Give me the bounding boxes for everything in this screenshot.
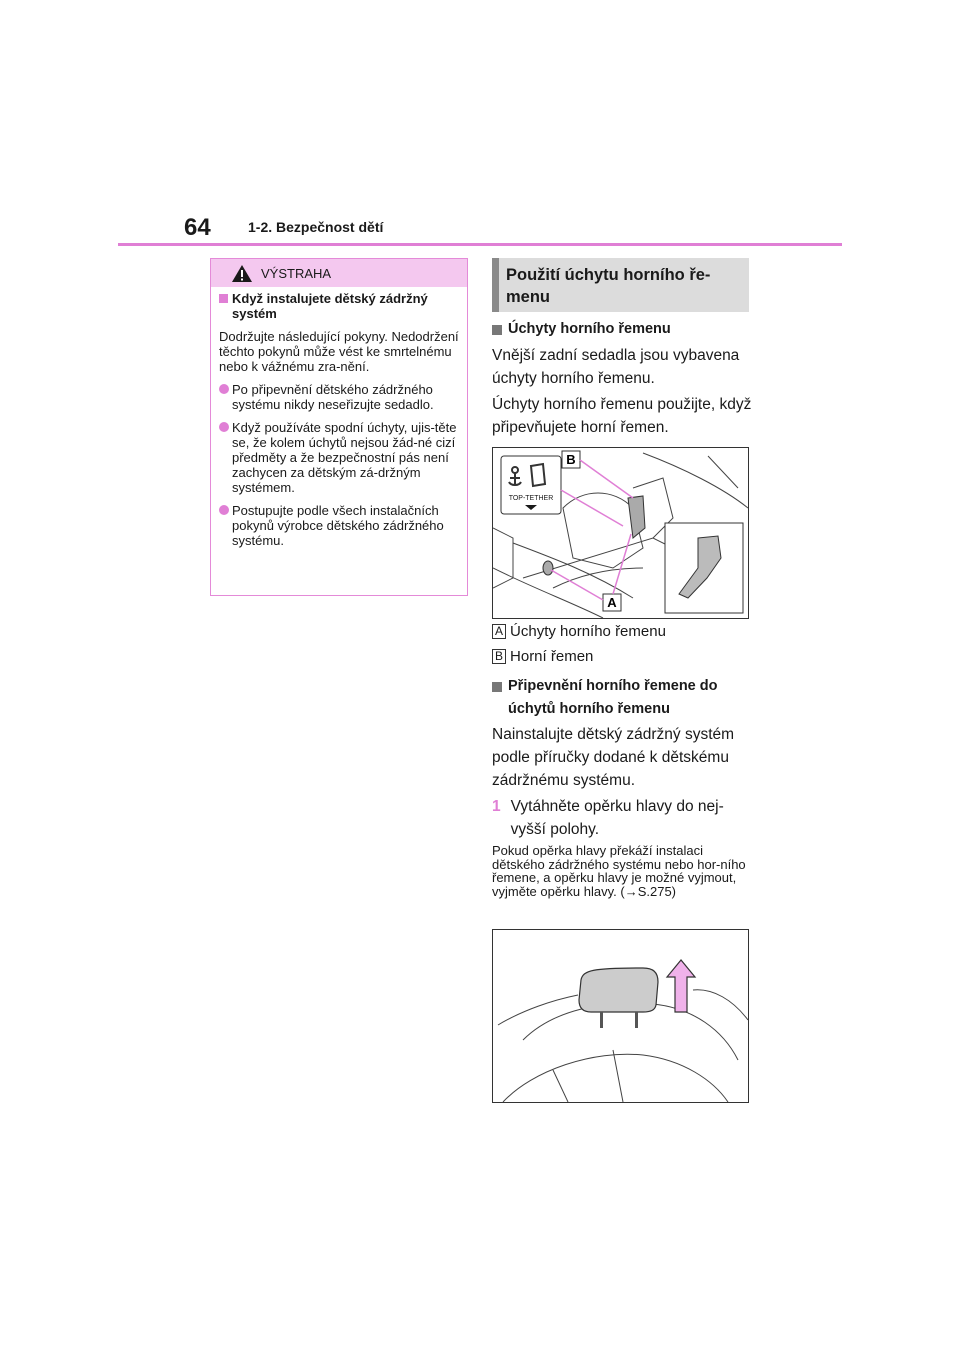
square-bullet-icon bbox=[219, 294, 228, 303]
subheading-anchors bbox=[492, 318, 754, 341]
subheading-text: Úchyty horního řemenu bbox=[508, 321, 671, 337]
headrest-illustration bbox=[493, 930, 748, 1102]
arrow-up-icon bbox=[667, 960, 695, 1012]
square-bullet-icon bbox=[492, 682, 502, 692]
legend-text: Úchyty horního řemenu bbox=[510, 623, 666, 640]
warning-bullet-text: Postupujte podle všech instalačních pokynů výrobce dětského zádržného systému. bbox=[232, 503, 444, 548]
warning-bullet bbox=[219, 420, 461, 495]
paragraph-install: Nainstalujte dětský zádržný systém podle příručky dodané k dětskému zádržnému systému. bbox=[492, 726, 735, 789]
legend-text: Horní řemen bbox=[510, 648, 594, 665]
anchor-figure bbox=[492, 447, 749, 619]
topic-heading: Použití úchytu horního ře-menu bbox=[506, 266, 711, 306]
paragraph-use: Úchyty horního řemenu použijte, když připevňujete horní řemen. bbox=[492, 396, 752, 436]
headrest bbox=[579, 968, 658, 1012]
warning-triangle-icon bbox=[231, 264, 253, 283]
warning-heading-text: Když instalujete dětský zádržný systém bbox=[232, 291, 428, 321]
header-rule bbox=[118, 243, 842, 246]
step-number: 1 bbox=[492, 798, 501, 815]
legend-key-a: A bbox=[492, 624, 506, 639]
page-number: 64 bbox=[184, 214, 211, 241]
seat-anchor-illustration bbox=[493, 448, 748, 618]
warning-bullet bbox=[219, 503, 461, 548]
warning-body bbox=[219, 291, 461, 548]
warning-bullet bbox=[219, 382, 461, 412]
warning-intro: Dodržujte následující pokyny. Nedodržení těchto pokynů může vést ke smrtelnému nebo k vážnému zra-nění. bbox=[219, 329, 459, 374]
warning-title: VÝSTRAHA bbox=[261, 266, 332, 281]
paragraph-equipped: Vnější zadní sedadla jsou vybavena úchyty horního řemenu. bbox=[492, 347, 740, 387]
headrest-figure bbox=[492, 929, 749, 1103]
callout-b: B bbox=[566, 452, 576, 467]
warning-bullet-text: Po připevnění dětského zádržného systému nikdy neseřizujte sedadlo. bbox=[232, 382, 434, 412]
square-bullet-icon bbox=[492, 325, 502, 335]
warning-heading bbox=[219, 291, 461, 321]
warning-header bbox=[211, 259, 467, 287]
section-title: 1-2. Bezpečnost dětí bbox=[248, 219, 384, 235]
legend-b bbox=[492, 646, 754, 668]
legend-key-b: B bbox=[492, 649, 506, 664]
round-bullet-icon bbox=[219, 384, 229, 394]
round-bullet-icon bbox=[219, 422, 229, 432]
warning-box bbox=[210, 258, 468, 596]
subheading-attach bbox=[492, 675, 754, 721]
step-text: Vytáhněte opěrku hlavy do nej-vyšší polohy. bbox=[510, 798, 724, 838]
badge-label: TOP-TETHER bbox=[508, 495, 554, 502]
legend-a bbox=[492, 621, 754, 643]
callout-a: A bbox=[607, 595, 617, 610]
warning-bullet-text: Když používáte spodní úchyty, ujis-těte se, že kolem úchytů nejsou žád-né cizí předměty a že bezpečnostní pás není zachycen za dětským zá-držným systémem. bbox=[232, 420, 457, 495]
topic-heading-box bbox=[492, 258, 749, 312]
round-bullet-icon bbox=[219, 505, 229, 515]
step-1 bbox=[492, 795, 754, 841]
subheading-text: Připevnění horního řemene do úchytů horního řemenu bbox=[508, 678, 718, 717]
note-text: Pokud opěrka hlavy překáží instalaci dětského zádržného systému nebo hor-ního řemene, a opěrku hlavy je možné vyjmout, vyjměte opěrku hlavy. (→S.275) bbox=[492, 843, 746, 899]
heading-bar bbox=[492, 258, 499, 312]
